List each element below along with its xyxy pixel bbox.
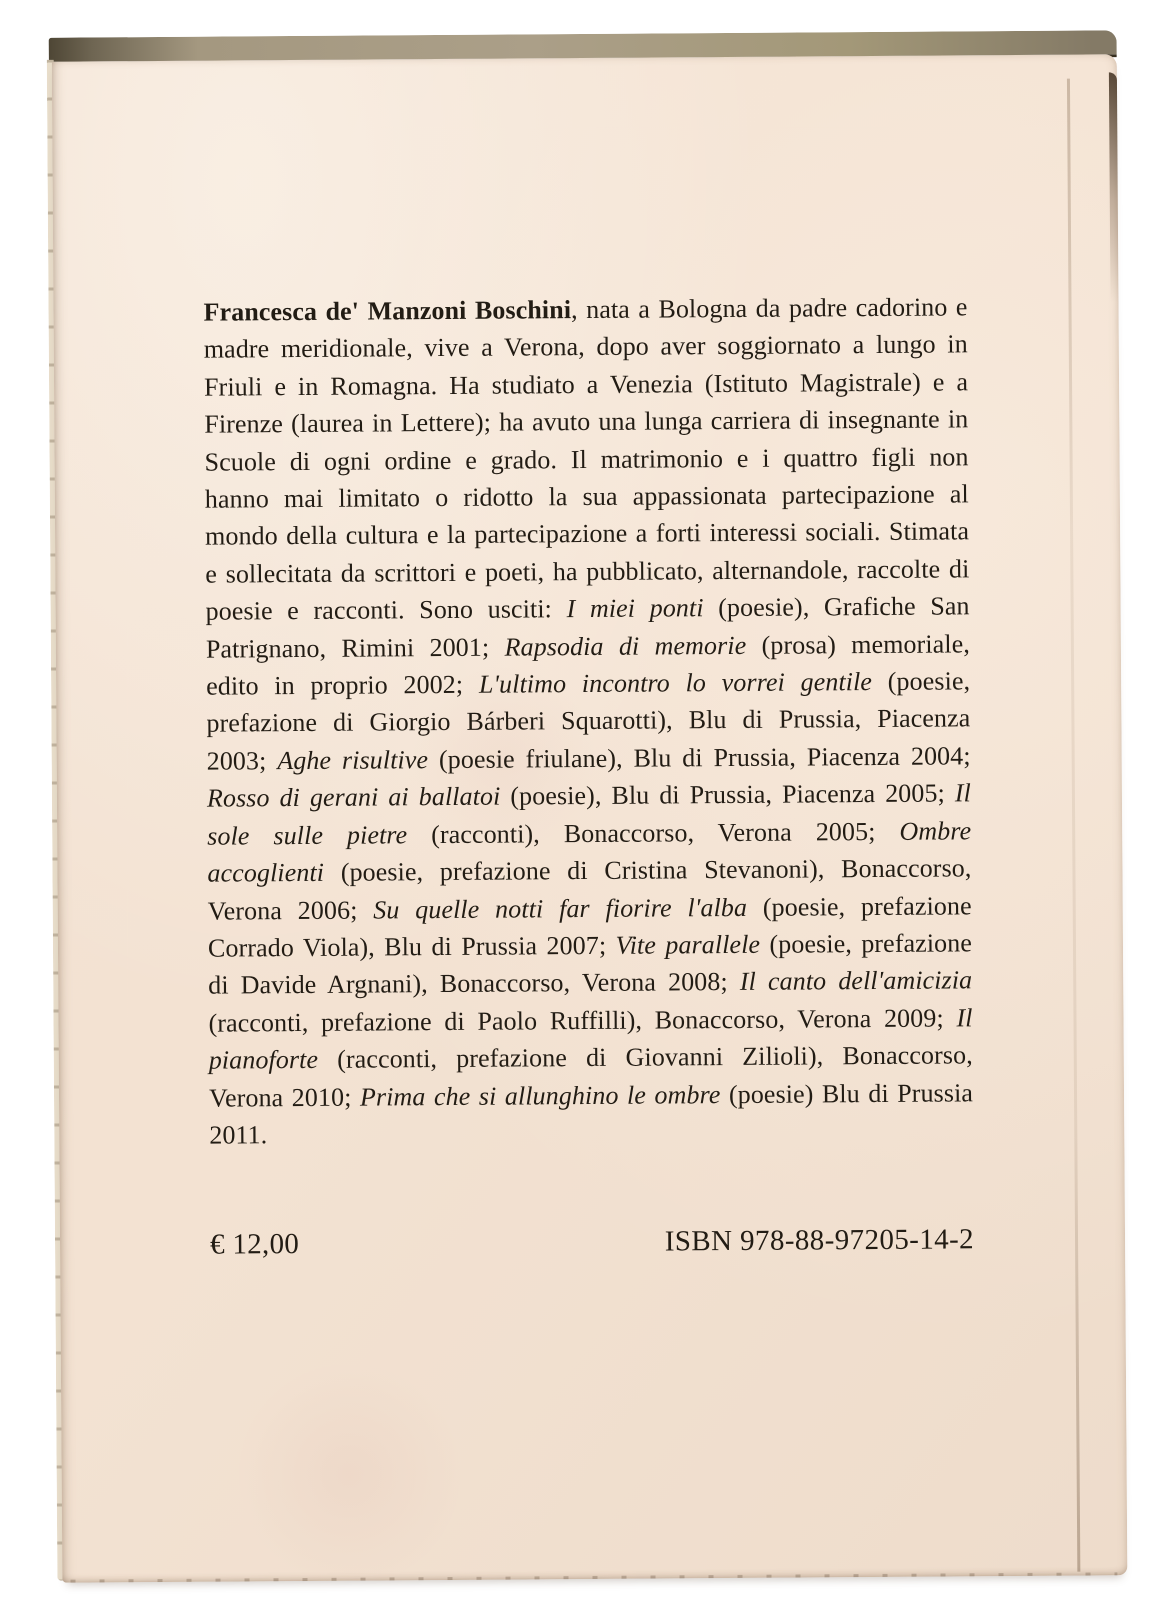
bio-segment: Vite parallele (615, 929, 761, 960)
bio-segment: (poesie), Grafiche San Patrignano, Rimini 2001; (205, 591, 970, 664)
bio-segment: (poesie, prefazione di Giorgio Bárberi Squarotti), Blu di Prussia, Piacenza 2003; (206, 666, 971, 776)
bio-segment: Rapsodia di memorie (504, 630, 747, 662)
bio-segment: Il sole sulle pietre (207, 778, 972, 851)
bio-segment: (poesie) Blu di Prussia 2011. (209, 1077, 974, 1150)
author-bio (203, 288, 973, 1154)
bio-segment: Aghe risultive (277, 744, 429, 776)
bio-segment: (poesie, prefazione di Cristina Stevanoni), Bonaccorso, Verona 2006; (207, 853, 972, 926)
bio-segment: (racconti), Bonaccorso, Verona 2005; (407, 816, 900, 849)
bio-segment: (racconti, prefazione di Paolo Ruffilli), Bonaccorso, Verona 2009; (208, 1003, 957, 1038)
bio-segment: (poesie), Blu di Prussia, Piacenza 2005; (500, 778, 955, 811)
bio-segment: I miei ponti (566, 593, 704, 624)
bio-segment: (poesie, prefazione di Davide Argnani), Bonaccorso, Verona 2008; (208, 928, 973, 1000)
isbn: ISBN 978-88-97205-14-2 (664, 1223, 975, 1258)
bio-segment: Ombre accoglienti (207, 816, 972, 888)
bio-segment: (prosa) memoriale, edito in proprio 2002; (206, 628, 970, 701)
bio-segment: Francesca de' Manzoni Boschini (203, 295, 572, 327)
bio-segment: Il canto dell'amicizia (739, 965, 973, 997)
bio-segment: (poesie, prefazione Corrado Viola), Blu di Prussia 2007; (207, 890, 972, 963)
bio-segment: Prima che si allunghino le ombre (359, 1079, 721, 1112)
bio-segment: Rosso di gerani ai ballatoi (206, 781, 501, 813)
bio-segment: , nata a Bologna da padre cadorino e madre meridionale, vive a Verona, dopo aver soggiornato a lungo in Friuli e in Romagna. Ha studiato a Venezia (Istituto Magistrale) e a Firenze (laurea in Lettere); ha avuto una lunga carriera di insegnante in Scuole di ogni ordine e grado. Il matrimonio e i quattro figli non hanno mai limitato o ridotto la sua appassionata partecipazione al mondo della cultura e la partecipazione a forti interessi sociali. Stimata e sollecitata da scrittori e poeti, ha pubblicato, alternandole, raccolte di poesie e racconti. Sono usciti: (203, 292, 970, 626)
bio-segment: Il pianoforte (208, 1003, 973, 1075)
bio-segment: (racconti, prefazione di Giovanni Zilioli), Bonaccorso, Verona 2010; (208, 1040, 973, 1113)
price-isbn-row (210, 1223, 974, 1261)
bio-segment: (poesie friulane), Blu di Prussia, Piacenza 2004; (427, 741, 971, 774)
book-back-cover (47, 30, 1128, 1582)
cover-surface (52, 54, 1128, 1582)
cover-fold-crease (1067, 79, 1080, 1572)
cover-right-edge-shadow (1109, 72, 1119, 302)
bio-segment: Su quelle notti far fiorire l'alba (373, 892, 748, 924)
bio-segment: L'ultimo incontro lo vorrei gentile (478, 667, 873, 699)
price: € 12,00 (209, 1228, 300, 1261)
